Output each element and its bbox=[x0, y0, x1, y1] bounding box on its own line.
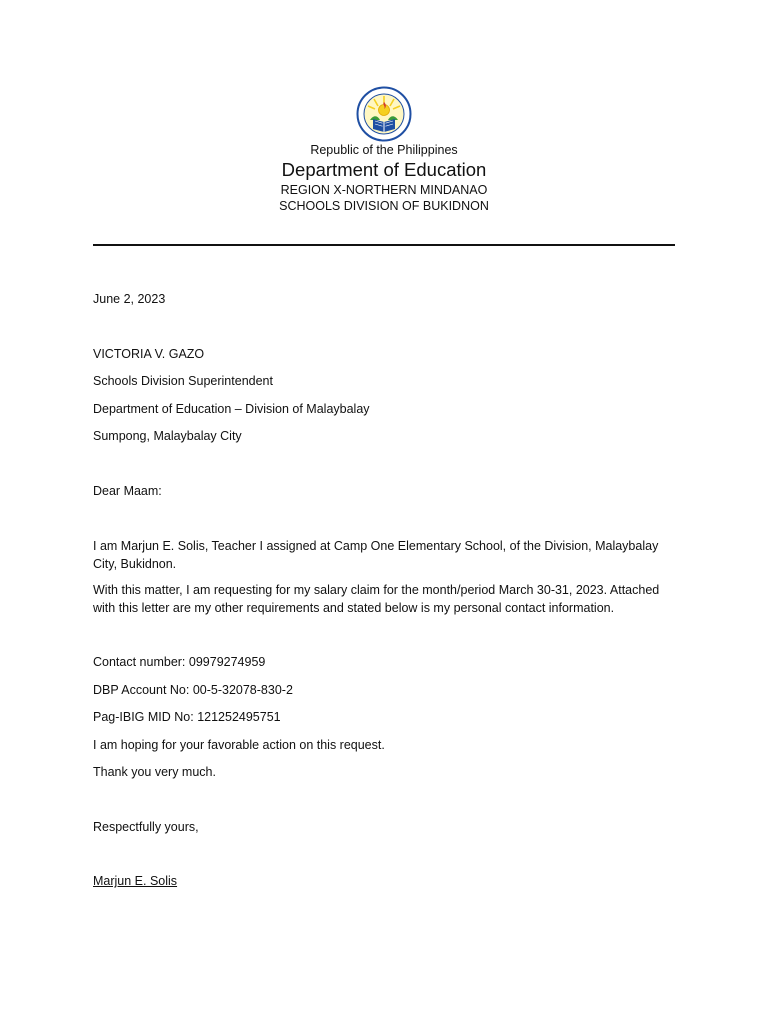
republic-line: Republic of the Philippines bbox=[310, 143, 458, 157]
pagibig-number: Pag-IBIG MID No: 121252495751 bbox=[93, 710, 281, 724]
department-title: Department of Education bbox=[281, 159, 487, 180]
signature-name: Marjun E. Solis bbox=[93, 874, 178, 888]
recipient-office: Department of Education – Division of Malaybalay bbox=[93, 401, 370, 416]
recipient-address: Sumpong, Malaybalay City bbox=[93, 429, 242, 443]
letterhead bbox=[0, 86, 768, 214]
letter-date: June 2, 2023 bbox=[93, 292, 166, 306]
paragraph-introduction: I am Marjun E. Solis, Teacher I assigned at Camp One Elementary School, of the Division, Malaybalay City, Bukidnon. bbox=[93, 539, 659, 571]
complimentary-close: Respectfully yours, bbox=[93, 819, 199, 834]
letter-body bbox=[93, 291, 675, 891]
contact-number: Contact number: 09979274959 bbox=[93, 655, 266, 669]
paragraph-request: With this matter, I am requesting for my salary claim for the month/period March 30-31, 2023. Attached with this letter are my other requirements and stated below is my personal contact information. bbox=[93, 583, 660, 615]
dbp-account: DBP Account No: 00-5-32078-830-2 bbox=[93, 682, 293, 697]
closing-hope: I am hoping for your favorable action on this request. bbox=[93, 737, 385, 752]
header-divider bbox=[93, 244, 675, 246]
closing-thanks: Thank you very much. bbox=[93, 765, 216, 779]
recipient-title: Schools Division Superintendent bbox=[93, 374, 273, 388]
deped-seal-icon bbox=[356, 86, 412, 142]
recipient-name: VICTORIA V. GAZO bbox=[93, 346, 205, 361]
region-line: REGION X-NORTHERN MINDANAO bbox=[280, 183, 488, 197]
salutation: Dear Maam: bbox=[93, 483, 162, 498]
division-line: SCHOOLS DIVISION OF BUKIDNON bbox=[279, 199, 489, 213]
